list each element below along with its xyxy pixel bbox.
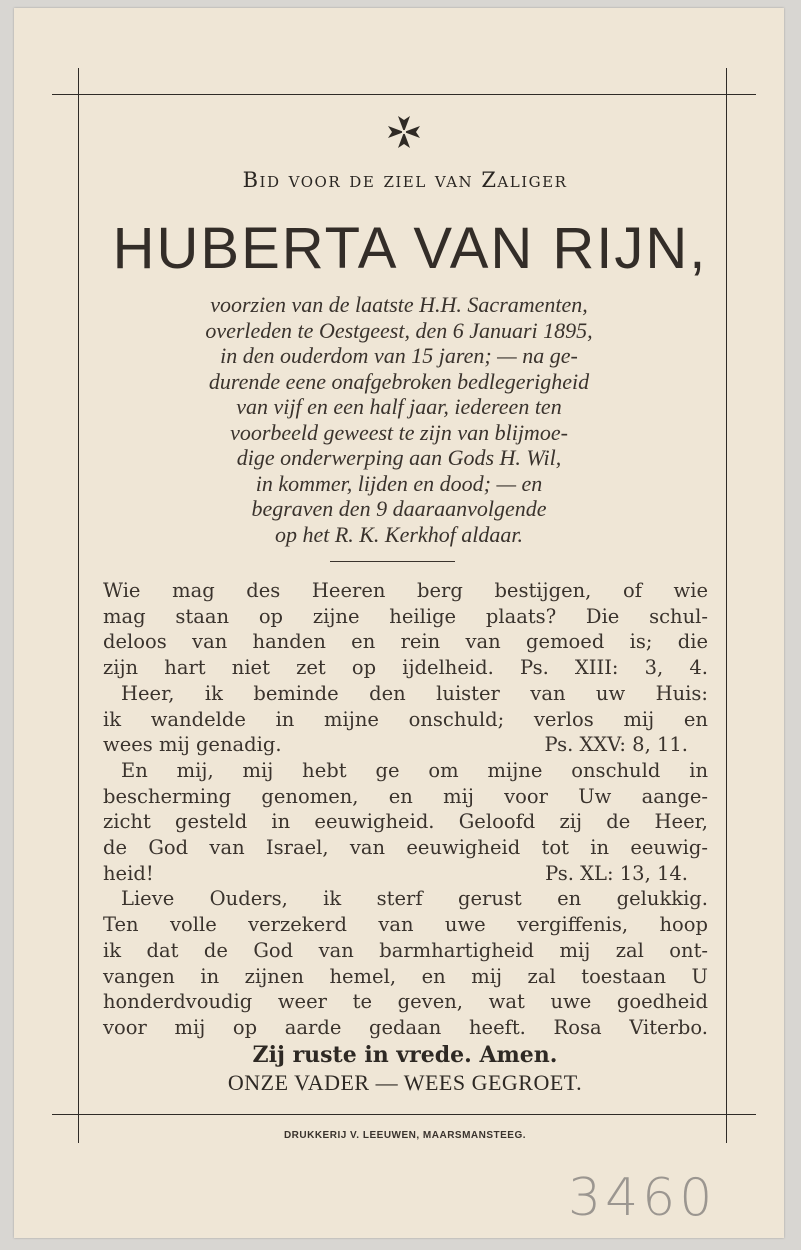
psalm-line: ik dat de God van barmhartigheid mij zal ont- xyxy=(103,938,708,962)
section-divider xyxy=(330,561,455,562)
right-border-rule xyxy=(726,68,727,1143)
psalm-line: honderdvoudig weer te geven, wat uwe goedheid xyxy=(103,990,708,1014)
psalm-line: deloos van handen en rein van gemoed is; die xyxy=(103,630,708,654)
psalm-line-text: heid! xyxy=(103,861,154,885)
psalm-line-with-reference xyxy=(103,861,708,887)
deceased-name: HUBERTA VAN RIJN, xyxy=(112,216,708,281)
psalm-line: ik wandelde in mijne onschuld; verlos mij en xyxy=(103,707,708,731)
psalm-line: Heer, ik beminde den luister van uw Huis: xyxy=(121,681,708,705)
psalm-line: Lieve Ouders, ik sterf gerust en gelukkig. xyxy=(121,887,708,911)
closing-blessing: Zij ruste in vrede. Amen. xyxy=(252,1042,558,1068)
biography-line: overleden te Oestgeest, den 6 Januari 1895, xyxy=(205,317,593,343)
memorial-card xyxy=(14,8,784,1238)
printer-imprint: DRUKKERIJ V. LEEUWEN, MAARSMANSTEEG. xyxy=(283,1130,527,1141)
psalm-reference: Ps. XL: 13, 14. xyxy=(545,861,688,885)
archive-number: 3460 xyxy=(568,1168,717,1228)
psalm-line: vangen in zijnen hemel, en mij zal toestaan U xyxy=(103,964,708,988)
bottom-border-rule xyxy=(52,1114,756,1115)
psalm-line: mag staan op zijne heilige plaats? Die schul- xyxy=(103,604,708,628)
biography-line: in den ouderdom van 15 jaren; — na ge- xyxy=(220,343,578,368)
maltese-cross-icon xyxy=(384,112,424,152)
psalm-line-text: wees mij genadig. xyxy=(103,733,282,757)
psalm-line: de God van Israel, van eeuwigheid tot in eeuwig- xyxy=(103,836,708,860)
biography-line: durende eene onafgebroken bedlegerigheid xyxy=(208,368,590,394)
psalm-line: Ten volle verzekerd van uwe vergiffenis, hoop xyxy=(103,913,708,937)
biography-line: voorbeeld geweest te zijn van blijmoe- xyxy=(230,419,568,445)
top-border-rule xyxy=(52,94,756,95)
psalm-line-with-reference xyxy=(103,732,708,758)
biography-text xyxy=(94,292,704,547)
biography-line: in kommer, lijden en dood; — en xyxy=(255,470,543,496)
psalm-line: En mij, mij hebt ge om mijne onschuld in xyxy=(121,758,708,782)
biography-line: begraven den 9 daaraanvolgende xyxy=(251,496,547,521)
psalm-line: voor mij op aarde gedaan heeft. Rosa Viterbo. xyxy=(103,1015,708,1039)
left-border-rule xyxy=(78,68,79,1143)
psalm-reference: Ps. XXV: 8, 11. xyxy=(544,733,688,757)
psalm-line: zijn hart niet zet op ijdelheid. Ps. XIII: 3, 4. xyxy=(103,656,708,680)
biography-line: voorzien van de laatste H.H. Sacramenten, xyxy=(210,292,588,317)
psalm-line: bescherming genomen, en mij voor Uw aange- xyxy=(103,784,708,808)
biography-line: op het R. K. Kerkhof aldaar. xyxy=(274,521,524,547)
psalm-text xyxy=(103,578,708,1041)
biography-line: van vijf en een half jaar, iedereen ten xyxy=(236,394,562,419)
intro-heading: Bid voor de ziel van Zaliger xyxy=(242,168,568,192)
biography-line: dige onderwerping aan Gods H. Wil, xyxy=(236,445,562,470)
psalm-line: zicht gesteld in eeuwigheid. Geloofd zij de Heer, xyxy=(103,810,708,834)
psalm-line: Wie mag des Heeren berg bestijgen, of wie xyxy=(103,579,708,602)
closing-prayers: ONZE VADER — WEES GEGROET. xyxy=(227,1070,583,1095)
